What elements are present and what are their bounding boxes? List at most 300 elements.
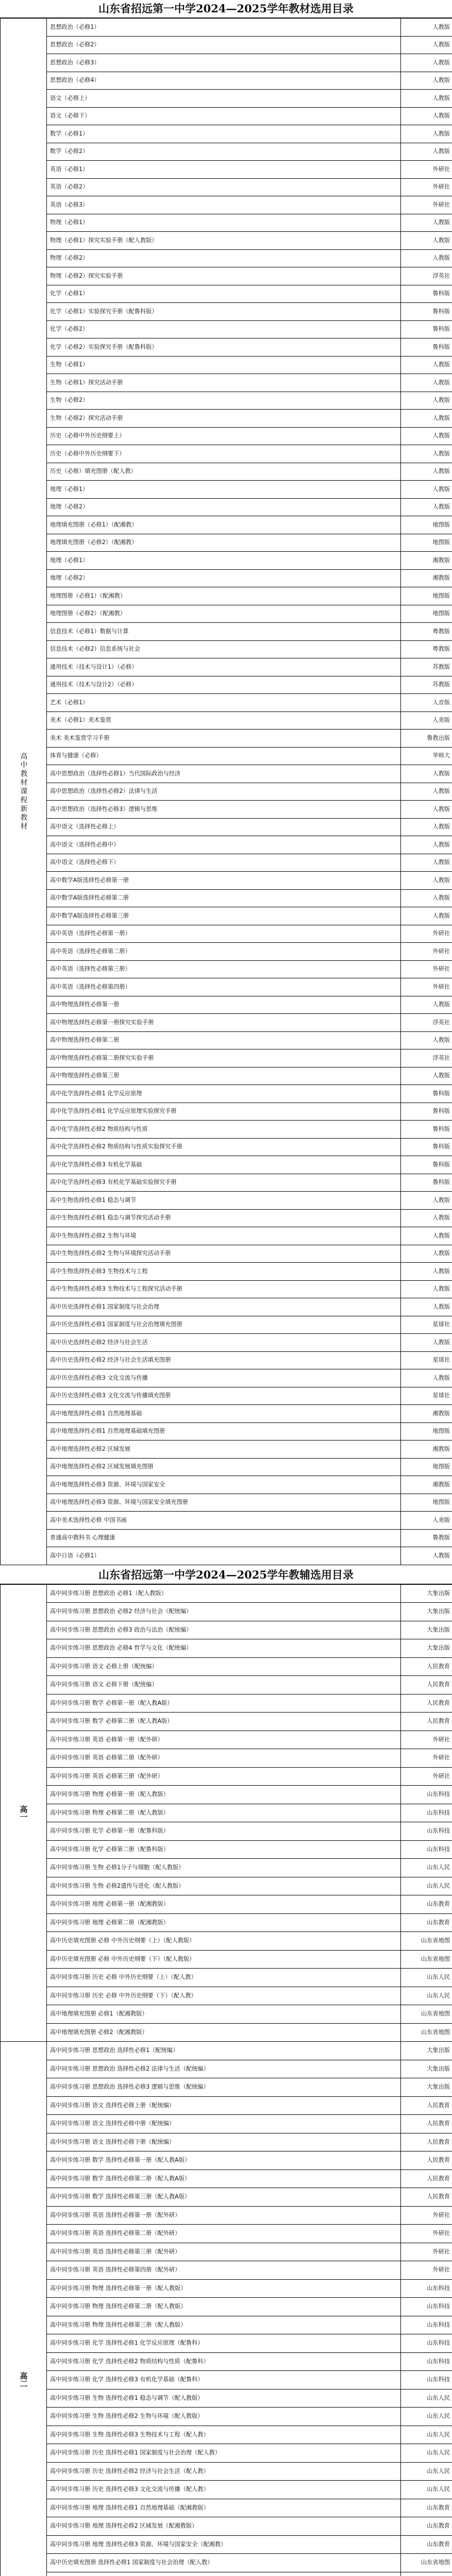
table-row xyxy=(1,783,452,801)
book-title: 高中物理选择性必修第一册探究实验手册 xyxy=(47,1014,401,1032)
table-row xyxy=(1,1245,452,1263)
book-title: 高中同步练习册 思想政治 选择性必修2 法律与生活（配统编） xyxy=(47,2060,401,2078)
publisher: 外研社 xyxy=(401,196,452,214)
book-title: 高中思想政治（选择性必修2）法律与生活 xyxy=(47,783,401,801)
textbook-table xyxy=(0,18,452,1565)
book-title: 高中数学A版选择性必修第二册 xyxy=(47,889,401,907)
book-title: 历史（必修中外历史纲要上） xyxy=(47,427,401,445)
publisher: 苏教版 xyxy=(401,658,452,676)
publisher: 人教版 xyxy=(401,854,452,872)
table-row xyxy=(1,1603,452,1621)
book-title: 高中物理选择性必修第二册探究实验手册 xyxy=(47,1049,401,1067)
book-title: 高中地理填充图册 必修2（配湘教版） xyxy=(47,2023,401,2042)
table-row xyxy=(1,249,452,267)
publisher: 山东省地图 xyxy=(401,2554,452,2572)
section-label: 高中教材课程新教材 xyxy=(1,19,47,1565)
publisher: 人民教育 xyxy=(401,2133,452,2151)
table-row xyxy=(1,1476,452,1494)
book-title: 高中同步练习册 英语 选择性必修第一册（配外研） xyxy=(47,2206,401,2225)
book-title: 高中同步练习册 地理 选择性必修3 资源、环境与国家安全（配湘教） xyxy=(47,2535,401,2554)
book-title: 高中同步练习册 物理 选择性必修第一册（配人教版） xyxy=(47,2279,401,2298)
publisher: 人教版 xyxy=(401,996,452,1014)
book-title: 生物（必修2）探究活动手册 xyxy=(47,410,401,428)
publisher: 大象出版 xyxy=(401,1639,452,1658)
book-title: 高中思想政治（选择性必修1）当代国际政治与经济 xyxy=(47,765,401,783)
publisher: 鲁科版 xyxy=(401,1103,452,1121)
publisher: 鲁科版 xyxy=(401,303,452,321)
publisher: 大象出版 xyxy=(401,2078,452,2097)
table-row xyxy=(1,2371,452,2389)
book-title: 高中地理选择性必修2 区域发展 xyxy=(47,1440,401,1459)
table-row xyxy=(1,2188,452,2207)
book-title: 高中物理选择性必修第二册 xyxy=(47,1031,401,1049)
table-row xyxy=(1,196,452,214)
publisher: 地图版 xyxy=(401,1494,452,1512)
book-title: 高中同步练习册 数学 选择性必修第一册（配人教A版） xyxy=(47,2151,401,2170)
publisher: 华师大 xyxy=(401,747,452,765)
publisher: 山东省地图 xyxy=(401,2023,452,2042)
table-row xyxy=(1,90,452,108)
book-title: 思想政治（必修3） xyxy=(47,54,401,72)
table-row xyxy=(1,72,452,90)
book-title: 地理（必修1） xyxy=(47,552,401,570)
table-row xyxy=(1,1405,452,1423)
publisher: 地图版 xyxy=(401,605,452,623)
book-title: 信息技术（必修1）数据与计算 xyxy=(47,623,401,641)
table-row xyxy=(1,1621,452,1639)
table-row xyxy=(1,1422,452,1440)
publisher: 山东科技 xyxy=(401,1822,452,1841)
table-row xyxy=(1,267,452,285)
publisher: 山东教育 xyxy=(401,1913,452,1932)
book-title: 地理图册（必修1）（配湘教） xyxy=(47,587,401,605)
table-row xyxy=(1,2426,452,2444)
publisher: 外研社 xyxy=(401,978,452,996)
book-title: 高中地理选择性必修2 区域发展填充图册 xyxy=(47,1458,401,1476)
publisher: 山东科技 xyxy=(401,2334,452,2353)
publisher: 人教版 xyxy=(401,90,452,108)
publisher: 人教版 xyxy=(401,1298,452,1316)
table-row xyxy=(1,2096,452,2115)
book-title: 高中同步练习册 思想政治 必修2 经济与社会（配统编） xyxy=(47,1603,401,1621)
book-title: 高中语文（选择性必修中） xyxy=(47,836,401,854)
table-row xyxy=(1,1767,452,1786)
publisher: 外研社 xyxy=(401,161,452,179)
publisher: 大象出版 xyxy=(401,2042,452,2060)
publisher: 山东科技 xyxy=(401,2298,452,2316)
book-title: 高中历史填充图册 必修 中外历史纲要（下）（配人教版） xyxy=(47,1950,401,1969)
table-row xyxy=(1,445,452,463)
book-title: 高中语文（选择性必修下） xyxy=(47,854,401,872)
table-row xyxy=(1,1822,452,1841)
table-row xyxy=(1,1657,452,1676)
table-row xyxy=(1,818,452,836)
book-title: 思想政治（必修1） xyxy=(47,19,401,37)
book-title: 地理填充图册（必修2）（配湘教） xyxy=(47,534,401,552)
publisher: 人教版 xyxy=(401,1067,452,1085)
book-title: 英语（必修1） xyxy=(47,161,401,179)
book-title: 高中历史选择性必修2 经济与社会生活 xyxy=(47,1334,401,1352)
book-title: 高中地理填充图册 必修1（配湘教版） xyxy=(47,2005,401,2024)
book-title: 美术 美术鉴赏学习手册 xyxy=(47,730,401,748)
book-title: 高中历史选择性必修3 文化交流与传播 xyxy=(47,1369,401,1387)
publisher: 人民教育 xyxy=(401,2151,452,2170)
book-title: 高中同步练习册 物理 选择性必修第三册（配人教版） xyxy=(47,2316,401,2334)
table-row xyxy=(1,232,452,250)
table-row xyxy=(1,410,452,428)
publisher: 山东人民 xyxy=(401,2444,452,2463)
publisher: 人教版 xyxy=(401,1245,452,1263)
book-title: 语文（必修上） xyxy=(47,90,401,108)
table-row xyxy=(1,1458,452,1476)
book-title: 高中化学选择性必修1 化学反应原理 xyxy=(47,1085,401,1103)
table-row xyxy=(1,1280,452,1298)
book-title: 高中生物选择性必修3 生物技术与工程 xyxy=(47,1263,401,1281)
publisher: 湘教版 xyxy=(401,1476,452,1494)
publisher: 外研社 xyxy=(401,1749,452,1768)
book-title: 高中历史填充图册 选择性必修1 国家制度与社会治理（配人教） xyxy=(47,2554,401,2572)
book-title: 高中同步练习册 化学 选择性必修1 化学反应原理（配鲁科） xyxy=(47,2334,401,2353)
table-row xyxy=(1,36,452,54)
publisher: 地图版 xyxy=(401,587,452,605)
publisher: 人教版 xyxy=(401,481,452,499)
publisher: 大象出版 xyxy=(401,2060,452,2078)
book-title: 高中生物选择性必修3 生物技术与工程探究活动手册 xyxy=(47,1280,401,1298)
book-title: 高中同步练习册 地理 选择性必修2 区域发展（配湘教版） xyxy=(47,2517,401,2536)
book-title: 高中生物选择性必修2 生物与环境 xyxy=(47,1227,401,1245)
publisher: 人教版 xyxy=(401,463,452,481)
table-row xyxy=(1,125,452,143)
book-title: 高中化学选择性必修2 物质结构与性质 xyxy=(47,1121,401,1139)
book-title: 高中同步练习册 思想政治 必修4 哲学与文化（配统编） xyxy=(47,1639,401,1658)
table-row xyxy=(1,2115,452,2133)
table-row xyxy=(1,569,452,587)
book-title: 高中同步练习册 地理 必修第二册（配湘教版） xyxy=(47,1913,401,1932)
table-row xyxy=(1,1804,452,1822)
publisher: 山东教育 xyxy=(401,2517,452,2536)
publisher: 人教版 xyxy=(401,1263,452,1281)
book-title: 高中同步练习册 数学 选择性必修第三册（配人教A版） xyxy=(47,2188,401,2207)
publisher: 地图版 xyxy=(401,1422,452,1440)
publisher: 外研社 xyxy=(401,2243,452,2261)
table-row xyxy=(1,1174,452,1192)
book-title: 高中生物选择性必修1 稳态与调节 xyxy=(47,1192,401,1210)
publisher: 人教版 xyxy=(401,1227,452,1245)
table-row xyxy=(1,836,452,854)
table-row xyxy=(1,1584,452,1603)
table-row xyxy=(1,2133,452,2151)
table-row xyxy=(1,587,452,605)
book-title: 高中历史选择性必修1 国家制度与社会治理填充图册 xyxy=(47,1316,401,1334)
table-row xyxy=(1,285,452,303)
publisher: 鲁教版 xyxy=(401,1529,452,1547)
book-title: 高中化学选择性必修3 有机化学基础实验探究手册 xyxy=(47,1174,401,1192)
publisher: 鲁科版 xyxy=(401,1121,452,1139)
publisher: 鲁科版 xyxy=(401,285,452,303)
book-title: 化学（必修2）实验探究手册（配鲁科版） xyxy=(47,338,401,357)
table-row xyxy=(1,356,452,374)
publisher: 人教版 xyxy=(401,1547,452,1565)
table-row xyxy=(1,1298,452,1316)
book-title: 地理（必修2） xyxy=(47,569,401,587)
publisher: 人音版 xyxy=(401,694,452,712)
book-title: 历史（必修）填充图册（配人教） xyxy=(47,463,401,481)
table-row xyxy=(1,2225,452,2243)
book-title: 通用技术（技术与设计2）（必修） xyxy=(47,676,401,694)
book-title: 高中同步练习册 历史 选择性必修2 经济与社会生活（配人教） xyxy=(47,2462,401,2481)
table-row xyxy=(1,2243,452,2261)
table-row xyxy=(1,889,452,907)
book-title: 高中生物选择性必修1 稳态与调节探究活动手册 xyxy=(47,1209,401,1227)
table-row xyxy=(1,1786,452,1804)
publisher: 人教版 xyxy=(401,36,452,54)
table-row xyxy=(1,2005,452,2024)
book-title: 高中历史填充图册 必修 中外历史纲要（上）（配人教版） xyxy=(47,1932,401,1951)
table-row xyxy=(1,552,452,570)
table-row xyxy=(1,1512,452,1530)
table-row xyxy=(1,676,452,694)
table-row xyxy=(1,161,452,179)
book-title: 物理（必修2）探究实验手册 xyxy=(47,267,401,285)
table-row xyxy=(1,143,452,161)
publisher: 人民教育 xyxy=(401,2170,452,2188)
table-row xyxy=(1,2334,452,2353)
book-title: 高中同步练习册 物理 必修第二册（配人教版） xyxy=(47,1804,401,1822)
page-title: 山东省招远第一中学2024—2025学年教材选用目录 xyxy=(0,0,452,18)
publisher: 山东教育 xyxy=(401,1895,452,1914)
table-row xyxy=(1,2279,452,2298)
table-row xyxy=(1,640,452,658)
table-row xyxy=(1,2572,452,2576)
publisher: 粤教版 xyxy=(401,623,452,641)
table-row xyxy=(1,320,452,338)
publisher: 地图版 xyxy=(401,534,452,552)
publisher: 人教版 xyxy=(401,125,452,143)
publisher: 鲁教出版 xyxy=(401,730,452,748)
book-title: 高中美术选择性必修 中国书画 xyxy=(47,1512,401,1530)
book-title: 高中同步练习册 英语 必修第一册（配外研） xyxy=(47,1731,401,1749)
table-row xyxy=(1,1192,452,1210)
table-row xyxy=(1,801,452,819)
publisher: 人教版 xyxy=(401,889,452,907)
table-row xyxy=(1,1351,452,1369)
book-title: 高中同步练习册 英语 选择性必修第四册（配外研） xyxy=(47,2261,401,2280)
table-row xyxy=(1,2554,452,2572)
table-row xyxy=(1,2352,452,2371)
book-title: 高中同步练习册 语文 必修上册（配统编） xyxy=(47,1657,401,1676)
book-title: 高中同步练习册 生物 选择性必修2 生物与环境（配人教版） xyxy=(47,2408,401,2426)
book-title: 高中同步练习册 历史 选择性必修1 国家制度与社会治理（配人教） xyxy=(47,2444,401,2463)
table-row xyxy=(1,2060,452,2078)
table-row xyxy=(1,2170,452,2188)
publisher: 人教版 xyxy=(401,1031,452,1049)
table-row xyxy=(1,178,452,196)
publisher: 鲁科版 xyxy=(401,1156,452,1174)
publisher: 山东人民 xyxy=(401,1859,452,1877)
book-title: 高中同步练习册 思想政治 选择性必修1（配统编） xyxy=(47,2042,401,2060)
table-row xyxy=(1,338,452,357)
table-row xyxy=(1,960,452,978)
book-title: 高中数学A版选择性必修第三册 xyxy=(47,907,401,925)
publisher: 鲁科版 xyxy=(401,1174,452,1192)
book-title: 语文（必修下） xyxy=(47,107,401,125)
publisher: 人民教育 xyxy=(401,2096,452,2115)
publisher: 外研社 xyxy=(401,2206,452,2225)
table-row xyxy=(1,2535,452,2554)
table-row xyxy=(1,854,452,872)
publisher: 粤教版 xyxy=(401,640,452,658)
publisher: 人教版 xyxy=(401,1334,452,1352)
publisher: 大象出版 xyxy=(401,1603,452,1621)
book-title: 高中日语（必修1） xyxy=(47,1547,401,1565)
book-title: 高中思想政治（选择性必修3）逻辑与思维 xyxy=(47,801,401,819)
table-row xyxy=(1,2462,452,2481)
publisher: 山东人民 xyxy=(401,2426,452,2444)
book-title: 生物（必修2） xyxy=(47,392,401,410)
book-title: 物理（必修1） xyxy=(47,214,401,232)
table-row xyxy=(1,1859,452,1877)
book-title: 高中同步练习册 数学 必修第一册（配人教A版） xyxy=(47,1694,401,1713)
table-row xyxy=(1,1085,452,1103)
table-row xyxy=(1,765,452,783)
publisher: 外研社 xyxy=(401,925,452,943)
table-row xyxy=(1,1639,452,1658)
grade-label: 高二 xyxy=(1,2042,47,2576)
book-title: 通用技术（技术与设计1）（必修） xyxy=(47,658,401,676)
table-row xyxy=(1,2499,452,2517)
publisher: 人教版 xyxy=(401,445,452,463)
book-title: 高中同步练习册 语文 必修下册（配统编） xyxy=(47,1676,401,1694)
book-title: 物理（必修1）探究实验手册（配人教版） xyxy=(47,232,401,250)
table-row xyxy=(1,1121,452,1139)
book-title: 高中英语（选择性必修第二册） xyxy=(47,943,401,961)
publisher: 山东人民 xyxy=(401,1877,452,1895)
table-row xyxy=(1,2389,452,2408)
table-row xyxy=(1,2078,452,2097)
table-row xyxy=(1,2444,452,2463)
book-title: 普通高中教科书 心理健康 xyxy=(47,1529,401,1547)
publisher: 外研社 xyxy=(401,960,452,978)
table-row xyxy=(1,658,452,676)
table-row xyxy=(1,2481,452,2499)
publisher: 山东人民 xyxy=(401,1987,452,2005)
book-title: 高中数学A版选择性必修第一册 xyxy=(47,872,401,890)
publisher: 人教版 xyxy=(401,801,452,819)
table-row xyxy=(1,1676,452,1694)
publisher: 苏教版 xyxy=(401,676,452,694)
publisher: 人教版 xyxy=(401,783,452,801)
book-title: 思想政治（必修2） xyxy=(47,36,401,54)
book-title: 地理（必修2） xyxy=(47,498,401,516)
publisher: 人教版 xyxy=(401,392,452,410)
book-title: 高中历史选择性必修2 经济与社会生活填充图册 xyxy=(47,1351,401,1369)
book-title: 高中历史选择性必修3 文化交流与传播填充图册 xyxy=(47,1387,401,1405)
table-row xyxy=(1,1895,452,1914)
publisher: 人教版 xyxy=(401,1209,452,1227)
publisher: 星球社 xyxy=(401,1316,452,1334)
book-title: 高中同步练习册 数学 选择性必修第二册（配人教A版） xyxy=(47,2170,401,2188)
publisher: 人教版 xyxy=(401,374,452,392)
publisher: 外研社 xyxy=(401,178,452,196)
publisher: 星球社 xyxy=(401,1387,452,1405)
grade-label: 高一 xyxy=(1,1584,47,2042)
table-row xyxy=(1,2151,452,2170)
publisher: 人教版 xyxy=(401,232,452,250)
table-row xyxy=(1,2517,452,2536)
publisher: 鲁科版 xyxy=(401,1138,452,1156)
table-row xyxy=(1,1014,452,1032)
publisher: 人教版 xyxy=(401,72,452,90)
book-title: 高中同步练习册 历史 必修 中外历史纲要（上）（配人教） xyxy=(47,1969,401,1987)
publisher: 外研社 xyxy=(401,2225,452,2243)
publisher: 大象出版 xyxy=(401,1584,452,1603)
table-row xyxy=(1,392,452,410)
table-row xyxy=(1,107,452,125)
book-title: 物理（必修2） xyxy=(47,249,401,267)
book-title: 高中同步练习册 英语 选择性必修第三册（配外研） xyxy=(47,2243,401,2261)
table-row xyxy=(1,1913,452,1932)
table-row xyxy=(1,1103,452,1121)
table-row xyxy=(1,1227,452,1245)
table-row xyxy=(1,1694,452,1713)
publisher: 人教版 xyxy=(401,214,452,232)
book-title: 地理填充图册（必修1）（配湘教） xyxy=(47,516,401,534)
publisher: 外研社 xyxy=(401,2261,452,2280)
page-title-2: 山东省招远第一中学2024—2025学年教辅选用目录 xyxy=(0,1566,452,1584)
table-row xyxy=(1,711,452,730)
publisher: 山东省地图 xyxy=(401,2005,452,2024)
publisher: 湘教版 xyxy=(401,1440,452,1459)
publisher: 人民教育 xyxy=(401,1694,452,1713)
publisher: 人教版 xyxy=(401,356,452,374)
book-title: 高中同步练习册 历史 选择性必修3 文化交流与传播（配人教） xyxy=(47,2481,401,2499)
book-title: 地理（必修1） xyxy=(47,481,401,499)
publisher: 浮英社 xyxy=(401,1049,452,1067)
book-title: 艺术（必修1） xyxy=(47,694,401,712)
publisher: 人教版 xyxy=(401,427,452,445)
publisher: 鲁科版 xyxy=(401,1085,452,1103)
table-row xyxy=(1,1494,452,1512)
book-title: 高中同步练习册 物理 必修第一册（配人教版） xyxy=(47,1786,401,1804)
table-row xyxy=(1,516,452,534)
publisher: 浮英社 xyxy=(401,267,452,285)
book-title: 高中同步练习册 生物 必修1分子与细胞（配人教版） xyxy=(47,1859,401,1877)
table-row xyxy=(1,1731,452,1749)
book-title: 高中同步练习册 思想政治 必修3 政治与法治（配统编） xyxy=(47,1621,401,1639)
table-row xyxy=(1,730,452,748)
table-row xyxy=(1,303,452,321)
table-row xyxy=(1,54,452,72)
publisher: 山东科技 xyxy=(401,1786,452,1804)
publisher: 湘教版 xyxy=(401,552,452,570)
table-row xyxy=(1,694,452,712)
book-title: 高中英语（选择性必修第四册） xyxy=(47,978,401,996)
book-title: 化学（必修1）实验探究手册（配鲁科版） xyxy=(47,303,401,321)
table-row xyxy=(1,1387,452,1405)
publisher: 人美版 xyxy=(401,1512,452,1530)
publisher: 星球社 xyxy=(401,1351,452,1369)
table-row xyxy=(1,214,452,232)
book-title: 高中地理选择性必修1 自然地理基础填充图册 xyxy=(47,1422,401,1440)
table-row xyxy=(1,1138,452,1156)
book-title: 高中同步练习册 语文 选择性必修下册（配统编） xyxy=(47,2133,401,2151)
table-row xyxy=(1,925,452,943)
publisher: 人教版 xyxy=(401,410,452,428)
publisher: 人教版 xyxy=(401,143,452,161)
publisher: 地图版 xyxy=(401,1458,452,1476)
book-title: 高中地理选择性必修1 自然地理基础 xyxy=(47,1405,401,1423)
book-title: 高中同步练习册 语文 选择性必修上册（配统编） xyxy=(47,2096,401,2115)
